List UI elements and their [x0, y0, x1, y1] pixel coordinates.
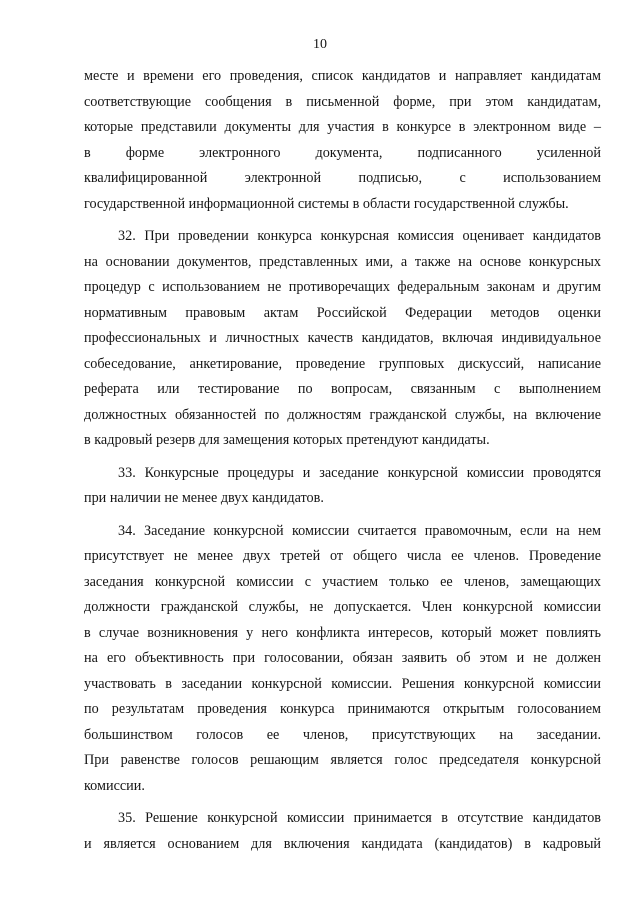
text-line: профессиональных и личностных качеств кандидатов, включая индивидуальное	[84, 330, 601, 346]
text-line: 34. Заседание конкурсной комиссии считается правомочным, если на нем	[118, 522, 601, 539]
text-line: в форме электронного документа, подписанного усиленной	[84, 144, 601, 161]
page-number: 10	[313, 37, 327, 52]
text-line: собеседование, анкетирование, проведение групповых дискуссий, написание	[84, 355, 601, 372]
text-line: месте и времени его проведения, список кандидатов и направляет кандидатам	[84, 68, 601, 84]
text-line: заседания конкурсной комиссии с участием только ее членов, замещающих	[84, 573, 601, 590]
text-line: 35. Решение конкурсной комиссии принимается в отсутствие кандидатов	[118, 810, 601, 826]
text-line: участвовать в заседании конкурсной комиссии. Решения конкурсной комиссии	[84, 675, 601, 692]
text-line: присутствует не менее двух третей от общего числа ее членов. Проведение	[84, 548, 601, 564]
text-line: реферата или тестирование по вопросам, связанным с выполнением	[84, 381, 601, 397]
text-line: должностных обязанностей по должностям гражданской службы, на включение	[84, 406, 601, 423]
text-line: при наличии не менее двух кандидатов.	[84, 490, 324, 506]
text-line: в кадровый резерв для замещения которых претендуют кандидаты.	[84, 432, 490, 448]
text-line: на его объективность при голосовании, обязан заявить об этом и не должен	[84, 650, 601, 666]
paragraph	[84, 461, 601, 512]
text-line: и является основанием для включения кандидата (кандидатов) в кадровый	[84, 835, 601, 852]
text-line: 32. При проведении конкурса конкурсная комиссия оценивает кандидатов	[118, 228, 601, 244]
text-line: на основании документов, представленных ими, а также на основе конкурсных	[84, 253, 601, 270]
text-line: квалифицированной электронной подписью, с использованием	[84, 170, 601, 186]
text-line: комиссии.	[84, 777, 145, 794]
text-line: процедур с использованием не противоречащих федеральным законам и другим	[84, 279, 601, 295]
text-line: которые представили документы для участия в конкурсе в электронном виде –	[84, 119, 601, 135]
text-line: государственной информационной системы в области государственной службы.	[84, 195, 569, 212]
text-line: в случае возникновения у него конфликта интересов, который может повлиять	[84, 624, 601, 641]
text-line: При равенстве голосов решающим является голос председателя конкурсной	[84, 752, 601, 768]
paragraph	[84, 519, 601, 800]
text-line: соответствующие сообщения в письменной форме, при этом кандидатам,	[84, 93, 601, 110]
document-body	[84, 64, 601, 864]
text-line: 33. Конкурсные процедуры и заседание конкурсной комиссии проводятся	[118, 464, 601, 481]
text-line: нормативным правовым актам Российской Федерации методов оценки	[84, 304, 601, 321]
text-line: по результатам проведения конкурса принимаются открытым голосованием	[84, 701, 601, 717]
paragraph	[84, 806, 601, 857]
text-line: должности гражданской службы, не допускается. Член конкурсной комиссии	[84, 599, 601, 615]
text-line: большинством голосов ее членов, присутствующих на заседании.	[84, 726, 601, 743]
paragraph	[84, 224, 601, 454]
paragraph	[84, 64, 601, 217]
